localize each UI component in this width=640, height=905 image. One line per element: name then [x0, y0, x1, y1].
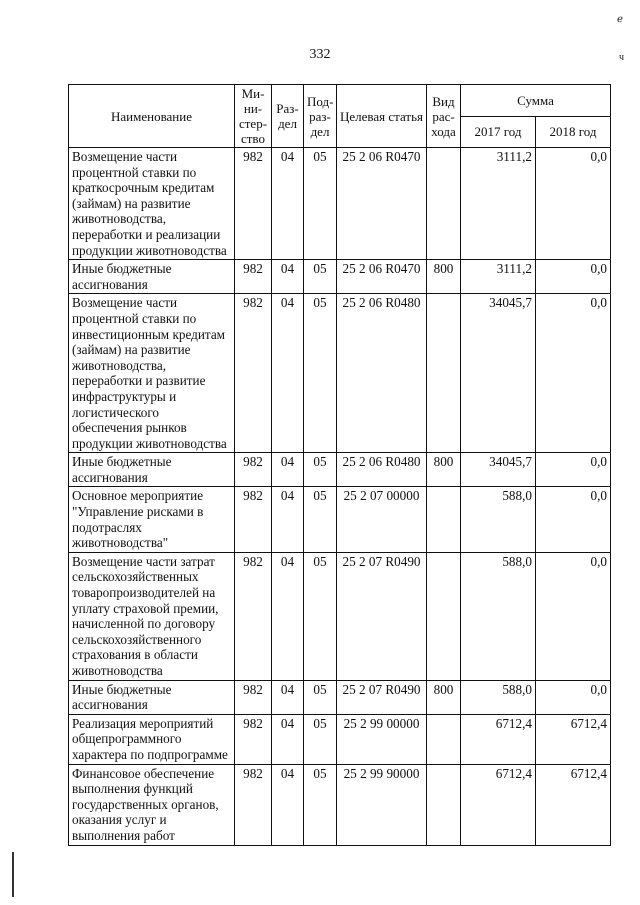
scan-mark-right: ч — [619, 52, 625, 63]
row-sum-2017: 588,0 — [461, 680, 536, 714]
row-expense-type — [427, 552, 461, 680]
row-target-article: 25 2 06 R0480 — [337, 294, 427, 453]
row-ministry: 982 — [235, 680, 272, 714]
budget-table — [68, 84, 611, 846]
row-ministry: 982 — [235, 453, 272, 487]
row-ministry: 982 — [235, 294, 272, 453]
row-sum-2018: 0,0 — [536, 260, 611, 294]
row-subsection: 05 — [304, 714, 337, 764]
row-section: 04 — [272, 764, 304, 845]
row-name: Возмещение части затрат сельскохозяйственных товаропроизводителей на уплату страховой премии, начисленной по договору сельскохозяйственного страхования в области животноводства — [69, 552, 235, 680]
row-section: 04 — [272, 453, 304, 487]
header-subsection: Под-раз-дел — [304, 85, 337, 148]
row-sum-2017: 6712,4 — [461, 714, 536, 764]
table-row — [69, 487, 611, 552]
row-target-article: 25 2 06 R0470 — [337, 148, 427, 260]
row-section: 04 — [272, 714, 304, 764]
row-target-article: 25 2 06 R0470 — [337, 260, 427, 294]
table-row — [69, 552, 611, 680]
page-number: 332 — [309, 47, 331, 62]
row-section: 04 — [272, 552, 304, 680]
row-name: Финансовое обеспечение выполнения функций государственных органов, оказания услуг и выполнения работ — [69, 764, 235, 845]
row-target-article: 25 2 99 00000 — [337, 714, 427, 764]
row-subsection: 05 — [304, 148, 337, 260]
row-sum-2018: 0,0 — [536, 453, 611, 487]
table-row — [69, 764, 611, 845]
row-target-article: 25 2 99 90000 — [337, 764, 427, 845]
row-expense-type — [427, 487, 461, 552]
row-ministry: 982 — [235, 148, 272, 260]
row-section: 04 — [272, 680, 304, 714]
row-sum-2017: 3111,2 — [461, 260, 536, 294]
row-sum-2018: 6712,4 — [536, 764, 611, 845]
row-section: 04 — [272, 148, 304, 260]
row-subsection: 05 — [304, 453, 337, 487]
row-target-article: 25 2 07 R0490 — [337, 552, 427, 680]
header-ministry: Ми-ни-стер-ство — [235, 85, 272, 148]
row-sum-2017: 588,0 — [461, 487, 536, 552]
row-subsection: 05 — [304, 487, 337, 552]
row-ministry: 982 — [235, 764, 272, 845]
row-sum-2017: 588,0 — [461, 552, 536, 680]
row-sum-2018: 0,0 — [536, 148, 611, 260]
row-sum-2018: 0,0 — [536, 294, 611, 453]
table-row — [69, 294, 611, 453]
row-ministry: 982 — [235, 552, 272, 680]
row-name: Реализация мероприятий общепрограммного характера по подпрограмме — [69, 714, 235, 764]
row-expense-type: 800 — [427, 680, 461, 714]
row-sum-2018: 0,0 — [536, 552, 611, 680]
row-ministry: 982 — [235, 714, 272, 764]
row-sum-2018: 0,0 — [536, 487, 611, 552]
row-subsection: 05 — [304, 294, 337, 453]
row-subsection: 05 — [304, 680, 337, 714]
row-expense-type — [427, 148, 461, 260]
row-sum-2018: 0,0 — [536, 680, 611, 714]
row-target-article: 25 2 07 00000 — [337, 487, 427, 552]
row-name: Возмещение части процентной ставки по инвестиционным кредитам (займам) на развитие животноводства, переработки и развитие инфраструктуры и логистического обеспечения рынков продукции животноводства — [69, 294, 235, 453]
row-section: 04 — [272, 487, 304, 552]
header-section: Раз-дел — [272, 85, 304, 148]
header-target-article: Целевая статья — [337, 85, 427, 148]
table-header — [69, 85, 611, 148]
header-sum: Сумма — [461, 85, 611, 117]
row-sum-2017: 3111,2 — [461, 148, 536, 260]
row-ministry: 982 — [235, 487, 272, 552]
row-name: Иные бюджетные ассигнования — [69, 260, 235, 294]
table-row — [69, 680, 611, 714]
row-sum-2017: 34045,7 — [461, 453, 536, 487]
scan-mark-top: ℯ — [617, 14, 623, 25]
table-row — [69, 260, 611, 294]
header-2017: 2017 год — [461, 116, 536, 148]
row-subsection: 05 — [304, 552, 337, 680]
row-expense-type: 800 — [427, 260, 461, 294]
header-name: Наименование — [69, 85, 235, 148]
row-target-article: 25 2 07 R0490 — [337, 680, 427, 714]
row-expense-type: 800 — [427, 453, 461, 487]
row-expense-type — [427, 294, 461, 453]
scan-edge-mark — [12, 852, 14, 897]
row-subsection: 05 — [304, 764, 337, 845]
row-ministry: 982 — [235, 260, 272, 294]
header-2018: 2018 год — [536, 116, 611, 148]
row-sum-2017: 34045,7 — [461, 294, 536, 453]
row-name: Основное мероприятие "Управление рисками в подотраслях животноводства" — [69, 487, 235, 552]
row-expense-type — [427, 764, 461, 845]
row-section: 04 — [272, 260, 304, 294]
table-row — [69, 148, 611, 260]
table-row — [69, 714, 611, 764]
row-name: Иные бюджетные ассигнования — [69, 680, 235, 714]
row-sum-2018: 6712,4 — [536, 714, 611, 764]
row-name: Возмещение части процентной ставки по краткосрочным кредитам (займам) на развитие животноводства, переработки и реализации продукции животноводства — [69, 148, 235, 260]
row-sum-2017: 6712,4 — [461, 764, 536, 845]
table-row — [69, 453, 611, 487]
row-subsection: 05 — [304, 260, 337, 294]
header-expense-type: Вид рас-хода — [427, 85, 461, 148]
row-section: 04 — [272, 294, 304, 453]
row-expense-type — [427, 714, 461, 764]
row-name: Иные бюджетные ассигнования — [69, 453, 235, 487]
table-body — [69, 148, 611, 846]
row-target-article: 25 2 06 R0480 — [337, 453, 427, 487]
